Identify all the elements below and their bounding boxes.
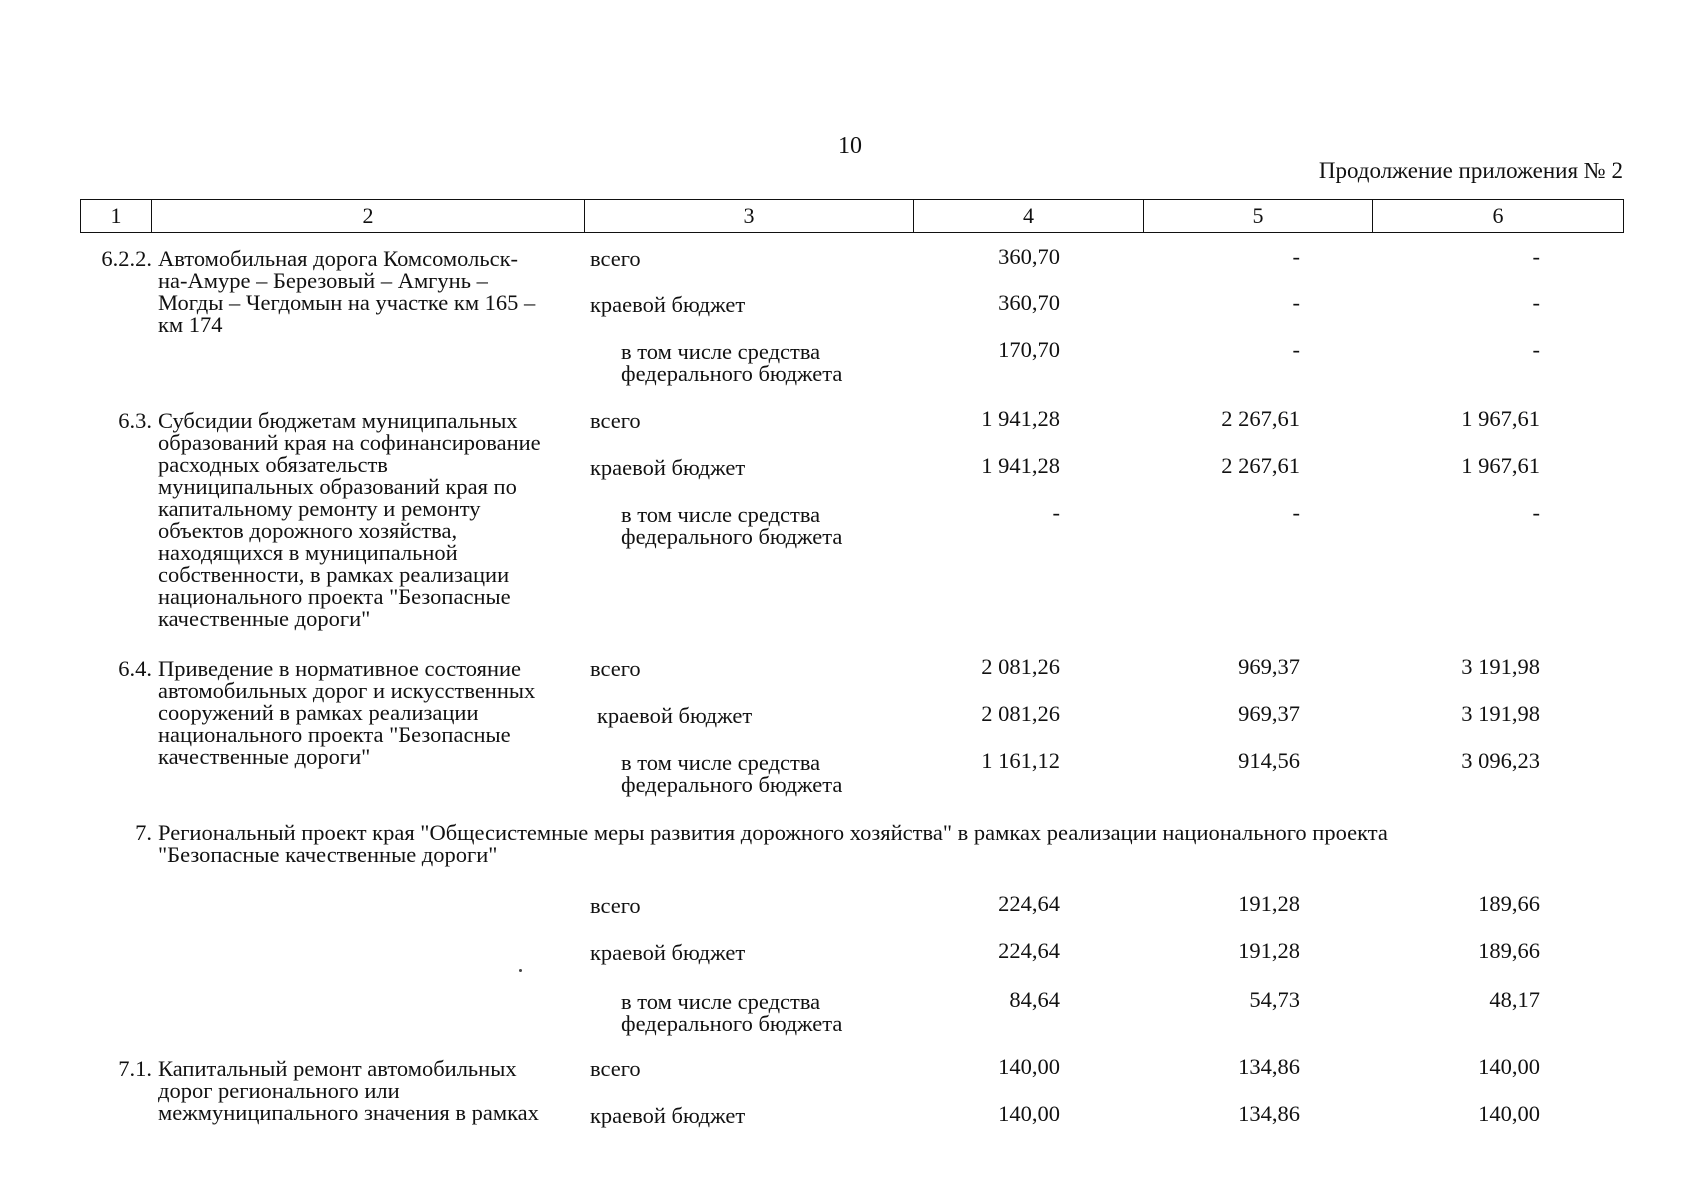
source-label: краевой бюджет: [597, 703, 753, 728]
value-col-6: 140,00: [1478, 1101, 1540, 1126]
value-col-4: 2 081,26: [981, 654, 1060, 679]
value-col-4: 1 161,12: [981, 748, 1060, 773]
source-label: всего: [590, 408, 641, 433]
source-label: в том числе средства федерального бюджета: [621, 989, 843, 1036]
header-col-5: 5: [1144, 200, 1373, 232]
appendix-note: Продолжение приложения № 2: [1318, 158, 1623, 183]
value-col-4: 360,70: [998, 290, 1060, 315]
row-number: 6.2.2.: [101, 246, 152, 271]
value-col-4: 84,64: [1009, 987, 1060, 1012]
header-col-3: 3: [585, 200, 914, 232]
value-col-4: 360,70: [998, 244, 1060, 269]
value-col-6: 1 967,61: [1461, 453, 1540, 478]
value-col-6: 189,66: [1478, 891, 1540, 916]
row-number: 7.: [135, 820, 152, 845]
value-col-4: 140,00: [998, 1101, 1060, 1126]
value-col-4: -: [1052, 500, 1060, 525]
source-label: в том числе средства федерального бюджета: [621, 502, 843, 549]
row-description: Автомобильная дорога Комсомольск- на-Амуре – Березовый – Амгунь – Могды – Чегдомын на участке км 165 – км 174: [158, 246, 536, 337]
source-label: всего: [590, 656, 641, 681]
value-col-5: 134,86: [1238, 1054, 1300, 1079]
value-col-5: -: [1292, 500, 1300, 525]
value-col-5: -: [1292, 290, 1300, 315]
value-col-5: -: [1292, 244, 1300, 269]
value-col-5: 914,56: [1238, 748, 1300, 773]
value-col-6: 1 967,61: [1461, 406, 1540, 431]
value-col-6: -: [1532, 244, 1540, 269]
row-number: 6.3.: [118, 408, 152, 433]
value-col-5: 2 267,61: [1221, 453, 1300, 478]
value-col-6: 3 191,98: [1461, 701, 1540, 726]
value-col-6: 48,17: [1489, 987, 1540, 1012]
value-col-6: 140,00: [1478, 1054, 1540, 1079]
value-col-6: -: [1532, 337, 1540, 362]
source-label: краевой бюджет: [590, 940, 746, 965]
source-label: краевой бюджет: [590, 292, 746, 317]
row-description: Субсидии бюджетам муниципальных образований края на софинансирование расходных обязательств муниципальных образований края по капитальному ремонту и ремонту объектов дорожного хозяйства, находящихся в муниципальной собственности, в рамках реализации национального проекта "Безопасные качественные дороги": [158, 408, 541, 631]
value-col-6: 3 191,98: [1461, 654, 1540, 679]
value-col-5: 969,37: [1238, 701, 1300, 726]
value-col-4: 1 941,28: [981, 453, 1060, 478]
value-col-6: -: [1532, 290, 1540, 315]
value-col-4: 224,64: [998, 891, 1060, 916]
row-number: 6.4.: [118, 656, 152, 681]
value-col-5: 191,28: [1238, 891, 1300, 916]
value-col-5: 191,28: [1238, 938, 1300, 963]
header-col-2: 2: [152, 200, 585, 232]
value-col-4: 1 941,28: [981, 406, 1060, 431]
value-col-4: 140,00: [998, 1054, 1060, 1079]
value-col-4: 2 081,26: [981, 701, 1060, 726]
source-label: всего: [590, 246, 641, 271]
value-col-6: -: [1532, 500, 1540, 525]
header-col-1: 1: [81, 200, 152, 232]
value-col-4: 170,70: [998, 337, 1060, 362]
value-col-4: 224,64: [998, 938, 1060, 963]
row-number: 7.1.: [118, 1056, 152, 1081]
source-label: краевой бюджет: [590, 1103, 746, 1128]
scan-speck: [519, 969, 522, 972]
value-col-5: 134,86: [1238, 1101, 1300, 1126]
header-col-6: 6: [1492, 203, 1504, 228]
value-col-5: -: [1292, 337, 1300, 362]
source-label: всего: [590, 893, 641, 918]
source-label: в том числе средства федерального бюджета: [621, 750, 843, 797]
row-description: Приведение в нормативное состояние автомобильных дорог и искусственных сооружений в рамках реализации национального проекта "Безопасные качественные дороги": [158, 656, 536, 769]
header-col-4: 4: [914, 200, 1144, 232]
page-number: 10: [838, 133, 862, 159]
source-label: краевой бюджет: [590, 455, 746, 480]
section-title: Региональный проект края "Общесистемные меры развития дорожного хозяйства" в рамках реализации национального проекта "Безопасные качественные дороги": [158, 820, 1388, 867]
row-description: Капитальный ремонт автомобильных дорог регионального или межмуниципального значения в рамках: [158, 1056, 539, 1125]
value-col-5: 969,37: [1238, 654, 1300, 679]
value-col-5: 2 267,61: [1221, 406, 1300, 431]
source-label: всего: [590, 1056, 641, 1081]
source-label: в том числе средства федерального бюджета: [621, 339, 843, 386]
value-col-5: 54,73: [1249, 987, 1300, 1012]
value-col-6: 3 096,23: [1461, 748, 1540, 773]
value-col-6: 189,66: [1478, 938, 1540, 963]
